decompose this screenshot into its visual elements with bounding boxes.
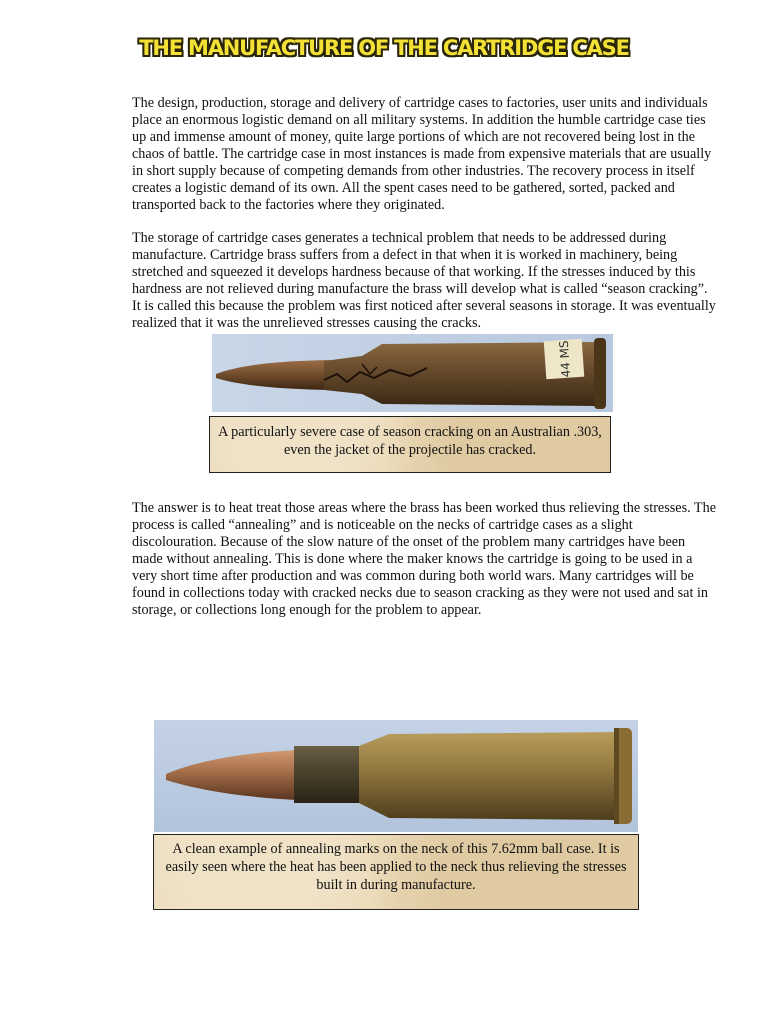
- paragraph-annealing: The answer is to heat treat those areas where the brass has been worked thus relieving the stresses. The process is called “annealing” and is noticeable on the necks of cartridge cases as a slight discolouration. Because of the slow nature of the onset of the problem many cartridges have been made without annealing. This is done where the maker knows the cartridge is going to be used in a very short time after production and was common during both world wars. Many cartridges will be found in collections today with cracked necks due to season cracking as they were not used and sat in storage, or collections long enough for the problem to appear.: [132, 500, 716, 618]
- figure1-caption: A particularly severe case of season cracking on an Australian .303, even the jacket of the projectile has cracked.: [209, 416, 611, 473]
- cracked-303-cartridge-photo: [212, 334, 613, 412]
- paragraph-season-cracking: The storage of cartridge cases generates a technical problem that needs to be addressed during manufacture. Cartridge brass suffers from a defect in that when it is worked in machinery, being stretched and squeezed it develops hardness because of that working. If the stresses induced by this hardness are not relieved during manufacture the brass will develop what is called “season cracking”. It is called this because the problem was first noticed after several seasons in storage. It was eventually realized that it was the unrelieved stresses causing the cracks.: [132, 230, 716, 331]
- page-title: THE MANUFACTURE OF THE CARTRIDGE CASE: [139, 36, 629, 60]
- annealed-762-cartridge-photo: [154, 720, 638, 832]
- cartridge-tag-label: 44 MS: [556, 339, 574, 378]
- paragraph-logistics: The design, production, storage and delivery of cartridge cases to factories, user units and individuals place an enormous logistic demand on all military systems. In addition the humble cartridge case ties up and immense amount of money, quite large portions of which are not recovered being lost in the chaos of battle. The cartridge case in most instances is made from expensive materials that are usually in short supply because of competing demands from other industries. The recovery process in itself creates a logistic demand of its own. All the spent cases need to be gathered, sorted, packed and transported back to the factories where they originated.: [132, 95, 712, 213]
- figure2-caption: A clean example of annealing marks on the neck of this 7.62mm ball case. It is easily seen where the heat has been applied to the neck thus relieving the stresses built in during manufacture.: [153, 834, 639, 910]
